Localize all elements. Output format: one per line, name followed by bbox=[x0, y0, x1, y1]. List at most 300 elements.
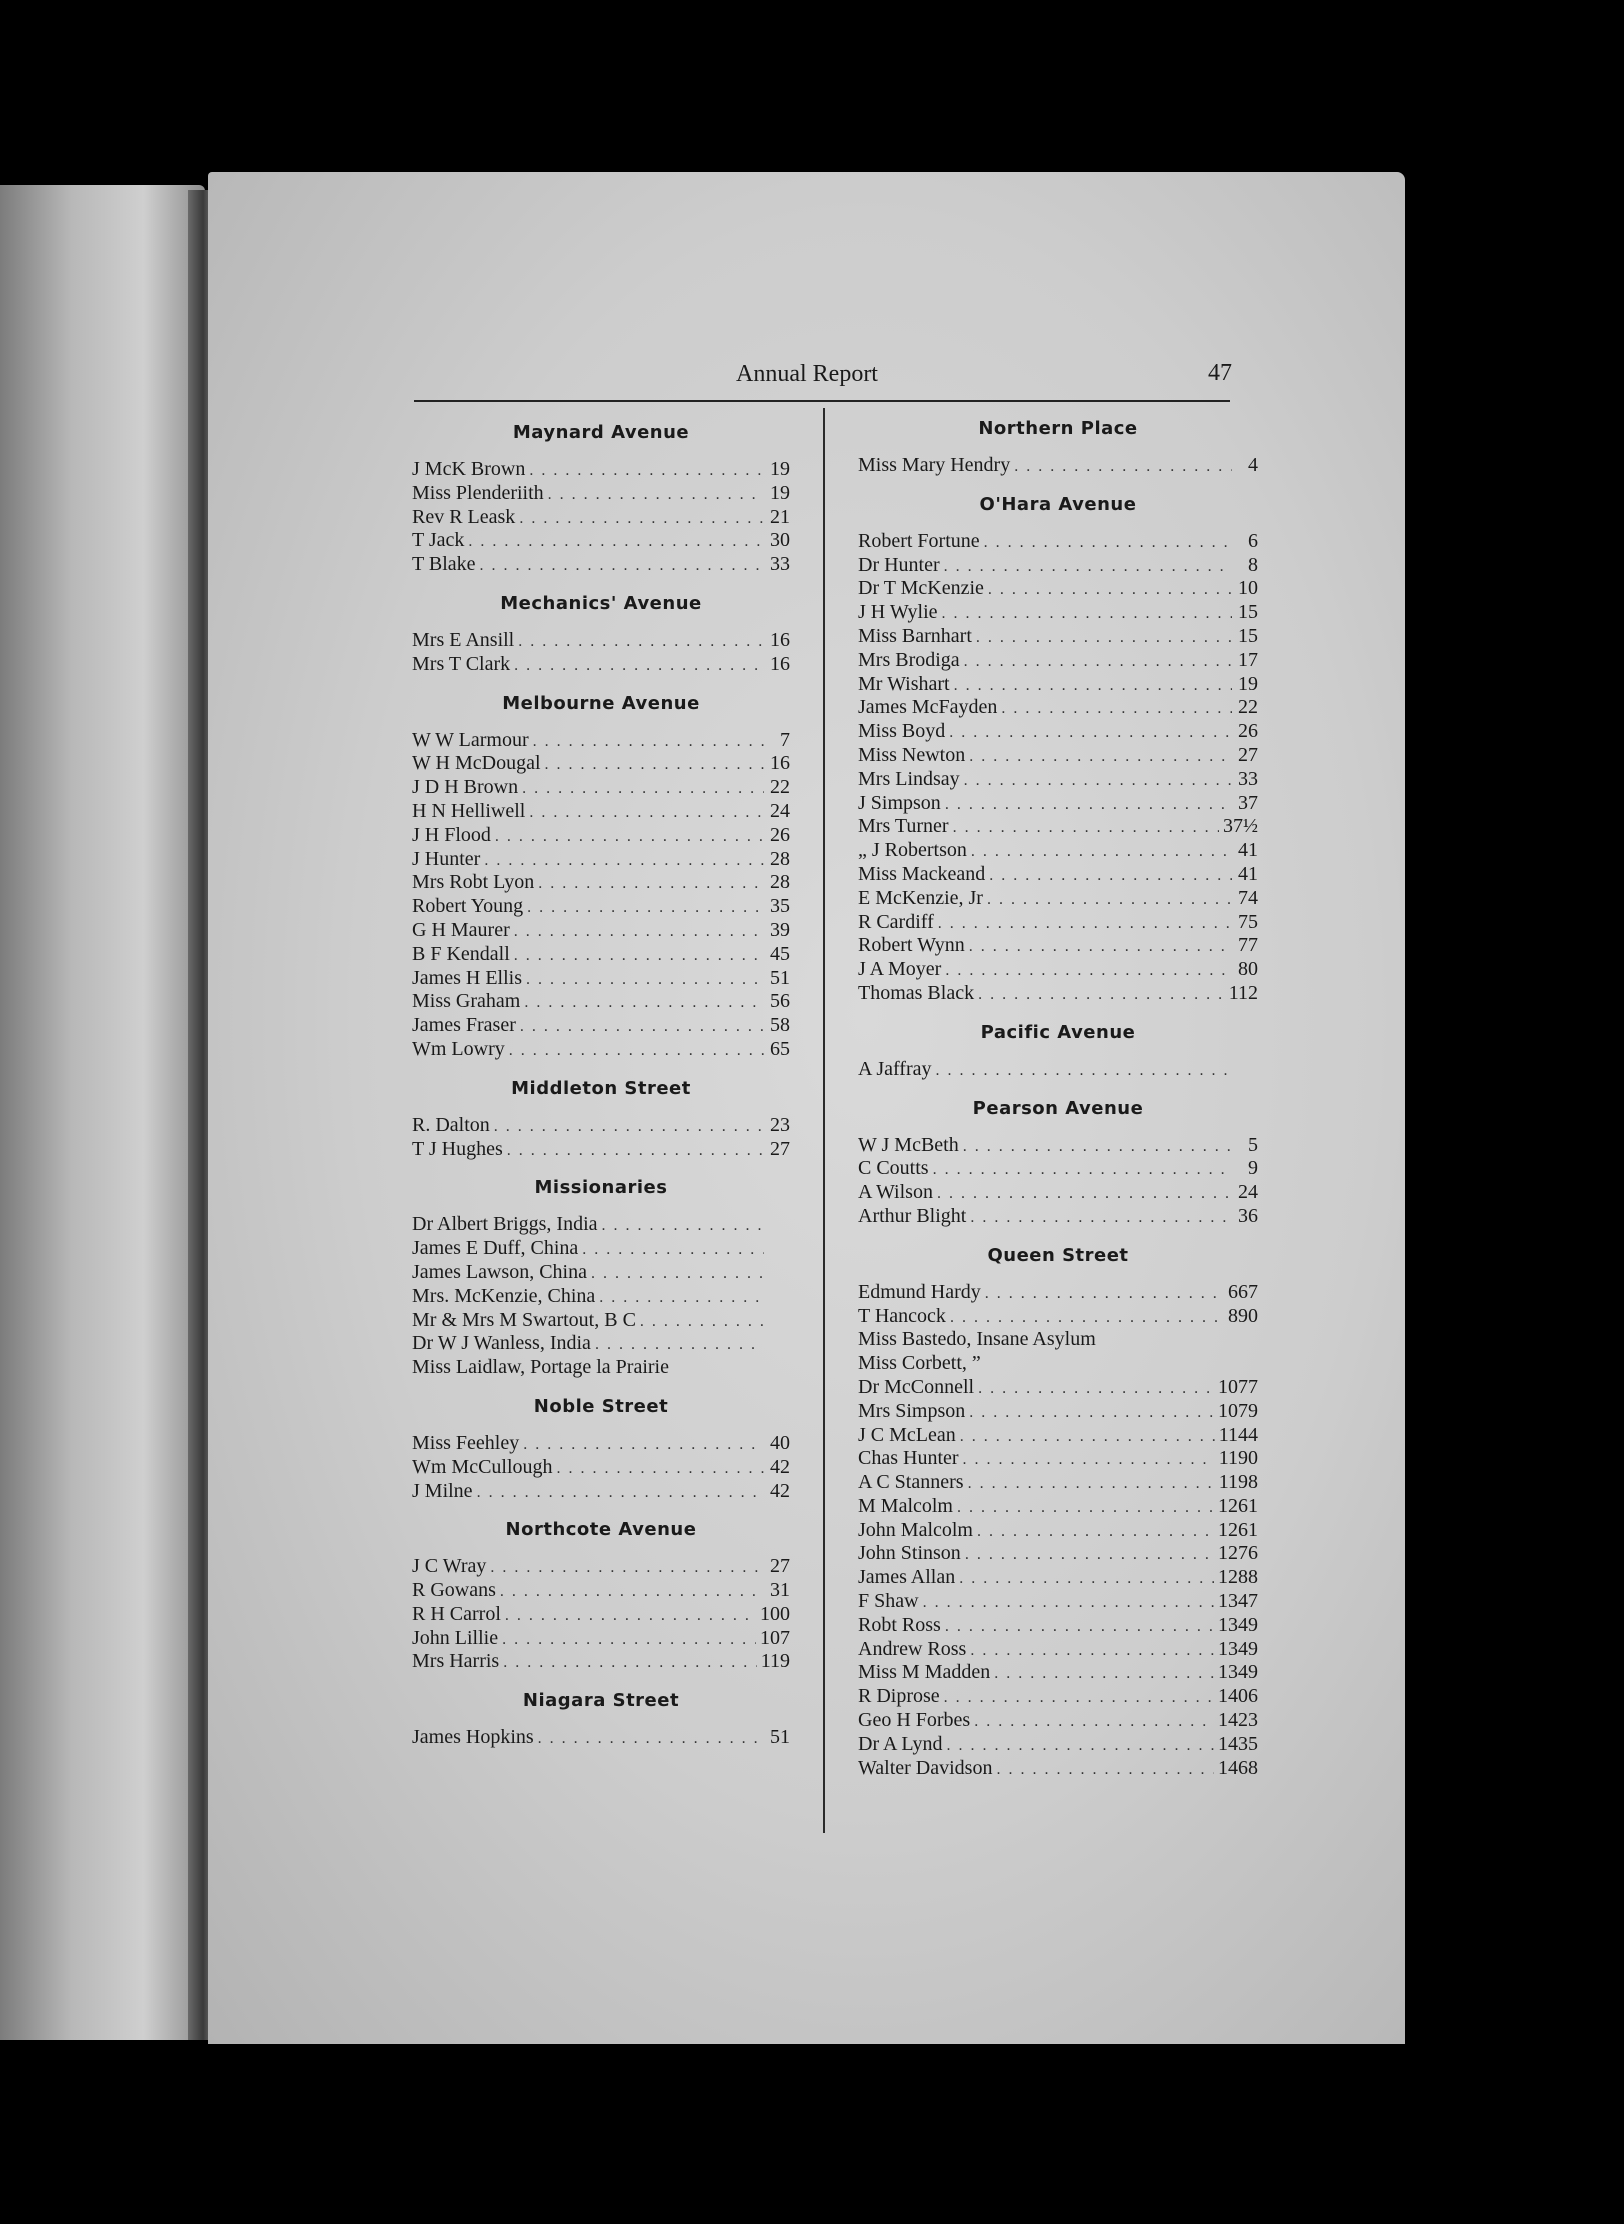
house-number: 1468 bbox=[1218, 1756, 1258, 1779]
subscriber-row bbox=[412, 967, 790, 991]
leader-dots bbox=[971, 840, 1232, 864]
leader-dots bbox=[978, 1377, 1214, 1401]
street-heading: O'Hara Avenue bbox=[979, 493, 1137, 515]
leader-dots bbox=[974, 1710, 1214, 1734]
street-heading: Queen Street bbox=[987, 1244, 1129, 1266]
leader-dots bbox=[514, 944, 764, 968]
street-section bbox=[412, 1076, 790, 1162]
subscriber-row bbox=[412, 1309, 790, 1333]
subscriber-name: T Blake bbox=[412, 553, 476, 576]
house-number: 107 bbox=[760, 1626, 790, 1649]
house-number: 41 bbox=[1238, 862, 1258, 885]
subscriber-row bbox=[412, 1356, 790, 1380]
house-number: 667 bbox=[1228, 1280, 1258, 1303]
house-number: 1349 bbox=[1218, 1661, 1258, 1684]
subscriber-row bbox=[858, 1205, 1258, 1229]
subscriber-name: James Allan bbox=[858, 1566, 956, 1589]
leader-dots bbox=[968, 1472, 1215, 1496]
subscriber-name: G H Maurer bbox=[412, 918, 510, 941]
leader-dots bbox=[963, 1135, 1232, 1159]
leader-dots bbox=[984, 531, 1232, 555]
house-number: 28 bbox=[770, 847, 790, 870]
subscriber-row bbox=[412, 895, 790, 919]
subscriber-name: J H Flood bbox=[412, 823, 491, 846]
street-section bbox=[858, 492, 1258, 1006]
leader-dots bbox=[505, 1604, 756, 1628]
leader-dots bbox=[480, 554, 764, 578]
subscriber-name: R H Carrol bbox=[412, 1602, 501, 1625]
subscriber-row bbox=[858, 530, 1258, 554]
leader-dots bbox=[942, 602, 1232, 626]
subscriber-name: H N Helliwell bbox=[412, 799, 526, 822]
subscriber-row bbox=[858, 1157, 1258, 1181]
house-number: 1077 bbox=[1218, 1375, 1258, 1398]
leader-dots bbox=[950, 1306, 1224, 1330]
subscriber-row bbox=[858, 1352, 1258, 1376]
subscriber-name: J C Wray bbox=[412, 1555, 487, 1578]
house-number: 1406 bbox=[1218, 1685, 1258, 1708]
leader-dots bbox=[507, 1139, 764, 1163]
subscriber-name: R. Dalton bbox=[412, 1113, 490, 1136]
subscriber-name: Miss Bastedo, Insane Asylum bbox=[858, 1328, 1096, 1351]
subscriber-row bbox=[412, 919, 790, 943]
leader-dots bbox=[509, 1039, 764, 1063]
subscriber-name: Dr W J Wanless, India bbox=[412, 1332, 591, 1355]
street-heading: Maynard Avenue bbox=[512, 422, 690, 443]
subscriber-name: Robert Fortune bbox=[858, 529, 980, 552]
leader-dots bbox=[949, 721, 1232, 745]
subscriber-name: James McFayden bbox=[858, 696, 998, 719]
street-section bbox=[412, 1394, 790, 1503]
leader-dots bbox=[970, 1639, 1214, 1663]
subscriber-row bbox=[858, 1685, 1258, 1709]
subscriber-name: T Jack bbox=[412, 529, 465, 552]
house-number: 1198 bbox=[1218, 1471, 1258, 1494]
subscriber-row bbox=[858, 934, 1258, 958]
house-number: 36 bbox=[1238, 1204, 1258, 1227]
house-number: 31 bbox=[770, 1579, 790, 1602]
subscriber-name: J H Wylie bbox=[858, 601, 938, 624]
subscriber-name: J Hunter bbox=[412, 847, 481, 870]
house-number: 77 bbox=[1238, 934, 1258, 957]
street-section bbox=[412, 420, 790, 577]
subscriber-name: Miss Feehley bbox=[412, 1431, 520, 1454]
subscriber-name: M Malcolm bbox=[858, 1494, 953, 1517]
subscriber-name: Wm Lowry bbox=[412, 1037, 505, 1060]
leader-dots bbox=[545, 753, 765, 777]
subscriber-name: Miss Newton bbox=[858, 743, 966, 766]
subscriber-row bbox=[412, 553, 790, 577]
subscriber-name: Miss Mackeand bbox=[858, 862, 986, 885]
leader-dots bbox=[500, 1580, 764, 1604]
leader-dots bbox=[946, 1734, 1214, 1758]
subscriber-row bbox=[412, 1332, 790, 1356]
street-section bbox=[858, 1243, 1258, 1781]
house-number: 19 bbox=[770, 481, 790, 504]
subscriber-name: A Wilson bbox=[858, 1181, 933, 1204]
subscriber-name: Miss Mary Hendry bbox=[858, 454, 1011, 476]
subscriber-row bbox=[412, 1237, 790, 1261]
house-number: 24 bbox=[770, 799, 790, 822]
subscriber-row bbox=[412, 729, 790, 753]
house-number: 17 bbox=[1238, 648, 1258, 671]
leader-dots bbox=[965, 1543, 1214, 1567]
subscriber-name: W H McDougal bbox=[412, 752, 541, 775]
house-number: 100 bbox=[760, 1602, 790, 1625]
subscriber-row bbox=[858, 1495, 1258, 1519]
subscriber-row bbox=[858, 863, 1258, 887]
subscriber-row bbox=[412, 1579, 790, 1603]
leader-dots bbox=[957, 1496, 1214, 1520]
house-number: 1276 bbox=[1218, 1542, 1258, 1565]
subscriber-name: R Diprose bbox=[858, 1685, 940, 1708]
street-heading: Middleton Street bbox=[511, 1077, 691, 1099]
leader-dots bbox=[936, 1059, 1233, 1083]
subscriber-name: J Simpson bbox=[858, 791, 941, 814]
subscriber-row bbox=[858, 1134, 1258, 1158]
house-number: 58 bbox=[770, 1014, 790, 1037]
subscriber-name: Mrs Harris bbox=[412, 1650, 500, 1673]
leader-dots bbox=[520, 1015, 764, 1039]
leader-dots bbox=[518, 630, 764, 654]
subscriber-row bbox=[858, 554, 1258, 578]
subscriber-row bbox=[858, 1305, 1258, 1329]
leader-dots bbox=[599, 1286, 764, 1310]
subscriber-row bbox=[858, 982, 1258, 1006]
house-number: 1261 bbox=[1218, 1494, 1258, 1517]
subscriber-row bbox=[858, 958, 1258, 982]
subscriber-name: Miss Barnhart bbox=[858, 624, 972, 647]
subscriber-name: James E Duff, China bbox=[412, 1237, 579, 1260]
leader-dots bbox=[533, 730, 764, 754]
house-number: 37 bbox=[1238, 791, 1258, 814]
subscriber-row bbox=[858, 625, 1258, 649]
subscriber-name: J McK Brown bbox=[412, 458, 526, 480]
subscriber-name: James H Ellis bbox=[412, 966, 522, 989]
subscriber-name: W W Larmour bbox=[412, 728, 529, 751]
subscriber-name: Chas Hunter bbox=[858, 1447, 959, 1470]
subscriber-name: Miss Corbett, ” bbox=[858, 1352, 981, 1375]
subscriber-name: John Lillie bbox=[412, 1626, 499, 1649]
subscriber-name: Mrs T Clark bbox=[412, 652, 511, 675]
leader-dots bbox=[495, 825, 764, 849]
subscriber-row bbox=[858, 649, 1258, 673]
leader-dots bbox=[954, 674, 1232, 698]
house-number: 65 bbox=[770, 1037, 790, 1060]
subscriber-row bbox=[858, 1058, 1258, 1082]
house-number: 33 bbox=[770, 553, 790, 576]
house-number: 75 bbox=[1238, 910, 1258, 933]
house-number: 1349 bbox=[1218, 1637, 1258, 1660]
subscriber-row bbox=[412, 824, 790, 848]
subscriber-name: James Fraser bbox=[412, 1014, 516, 1037]
leader-dots bbox=[640, 1310, 764, 1334]
subscriber-name: Mrs Simpson bbox=[858, 1399, 966, 1422]
subscriber-name: Mrs Lindsay bbox=[858, 767, 960, 790]
house-number: 27 bbox=[1238, 743, 1258, 766]
subscriber-row bbox=[858, 1400, 1258, 1424]
subscriber-row bbox=[858, 815, 1258, 839]
leader-dots bbox=[945, 1615, 1214, 1639]
leader-dots bbox=[996, 1758, 1214, 1782]
subscriber-name: Mrs. McKenzie, China bbox=[412, 1284, 596, 1307]
leader-dots bbox=[519, 507, 764, 531]
leader-dots bbox=[953, 816, 1219, 840]
house-number: 30 bbox=[770, 529, 790, 552]
subscriber-row bbox=[412, 871, 790, 895]
street-section bbox=[858, 1096, 1258, 1229]
column-divider bbox=[823, 408, 825, 1833]
subscriber-row bbox=[412, 482, 790, 506]
subscriber-name: Thomas Black bbox=[858, 981, 975, 1004]
house-number: 21 bbox=[770, 505, 790, 528]
leader-dots bbox=[970, 1206, 1232, 1230]
subscriber-row bbox=[412, 990, 790, 1014]
subscriber-name: James Hopkins bbox=[412, 1726, 534, 1749]
subscriber-name: James Lawson, China bbox=[412, 1260, 587, 1283]
leader-dots bbox=[988, 578, 1232, 602]
subscriber-row bbox=[412, 653, 790, 677]
subscriber-name: Walter Davidson bbox=[858, 1756, 993, 1779]
street-section bbox=[412, 1175, 790, 1380]
subscriber-row bbox=[858, 887, 1258, 911]
subscriber-name: Mrs E Ansill bbox=[412, 628, 515, 651]
subscriber-row bbox=[412, 1432, 790, 1456]
subscriber-row bbox=[858, 1471, 1258, 1495]
house-number: 22 bbox=[1238, 696, 1258, 719]
subscriber-row bbox=[858, 792, 1258, 816]
subscriber-row bbox=[858, 1709, 1258, 1733]
house-number: 51 bbox=[770, 966, 790, 989]
subscriber-row bbox=[858, 1281, 1258, 1305]
leader-dots bbox=[964, 650, 1232, 674]
subscriber-name: Miss Graham bbox=[412, 990, 521, 1013]
house-number: 15 bbox=[1238, 624, 1258, 647]
leader-dots bbox=[945, 959, 1232, 983]
leader-dots bbox=[503, 1651, 757, 1675]
leader-dots bbox=[933, 1158, 1232, 1182]
leader-dots bbox=[959, 1567, 1214, 1591]
house-number: 37½ bbox=[1223, 815, 1258, 838]
leader-dots bbox=[969, 935, 1232, 959]
house-number: 1261 bbox=[1218, 1518, 1258, 1541]
subscriber-name: Geo H Forbes bbox=[858, 1709, 971, 1732]
leader-dots bbox=[523, 1433, 764, 1457]
leader-dots bbox=[538, 872, 764, 896]
house-number: 1347 bbox=[1218, 1590, 1258, 1613]
left-column bbox=[412, 420, 790, 1750]
subscriber-name: A C Stanners bbox=[858, 1471, 964, 1494]
leader-dots bbox=[502, 1628, 756, 1652]
subscriber-row bbox=[858, 601, 1258, 625]
house-number: 51 bbox=[770, 1726, 790, 1749]
subscriber-row bbox=[858, 1447, 1258, 1471]
subscriber-row bbox=[412, 529, 790, 553]
subscriber-name: Mr & Mrs M Swartout, B C bbox=[412, 1308, 636, 1331]
leader-dots bbox=[1001, 697, 1232, 721]
house-number: 27 bbox=[770, 1555, 790, 1578]
subscriber-name: Mrs Turner bbox=[858, 815, 949, 838]
subscriber-row bbox=[858, 1542, 1258, 1566]
house-number: 80 bbox=[1238, 958, 1258, 981]
subscriber-row bbox=[412, 1261, 790, 1285]
leader-dots bbox=[524, 991, 764, 1015]
subscriber-name: John Malcolm bbox=[858, 1518, 973, 1541]
subscriber-name: W J McBeth bbox=[858, 1133, 959, 1156]
leader-dots bbox=[484, 849, 764, 873]
house-number: 27 bbox=[770, 1137, 790, 1160]
subscriber-name: Arthur Blight bbox=[858, 1204, 967, 1227]
subscriber-row bbox=[858, 1614, 1258, 1638]
house-number: 74 bbox=[1238, 886, 1258, 909]
house-number: 42 bbox=[770, 1479, 790, 1502]
house-number: 35 bbox=[770, 895, 790, 918]
house-number: 22 bbox=[770, 776, 790, 799]
house-number: 26 bbox=[1238, 720, 1258, 743]
subscriber-name: Dr Hunter bbox=[858, 553, 940, 576]
subscriber-name: Mrs Robt Lyon bbox=[412, 871, 535, 894]
street-section bbox=[412, 591, 790, 677]
subscriber-name: Andrew Ross bbox=[858, 1637, 967, 1660]
facing-page-edge bbox=[0, 185, 205, 2040]
subscriber-row bbox=[858, 744, 1258, 768]
street-heading: Pacific Avenue bbox=[980, 1021, 1136, 1043]
subscriber-name: Robt Ross bbox=[858, 1613, 941, 1636]
subscriber-name: F Shaw bbox=[858, 1590, 919, 1613]
subscriber-name: Dr A Lynd bbox=[858, 1732, 943, 1755]
subscriber-name: Dr Albert Briggs, India bbox=[412, 1213, 598, 1236]
street-heading: Noble Street bbox=[533, 1395, 669, 1417]
subscriber-name: Mr Wishart bbox=[858, 672, 950, 695]
leader-dots bbox=[557, 1457, 764, 1481]
street-heading: Northern Place bbox=[978, 418, 1138, 439]
leader-dots bbox=[514, 654, 764, 678]
subscriber-row bbox=[412, 458, 790, 482]
house-number: 1349 bbox=[1218, 1613, 1258, 1636]
house-number: 6 bbox=[1248, 529, 1258, 552]
house-number: 119 bbox=[760, 1650, 790, 1673]
house-number: 39 bbox=[770, 918, 790, 941]
house-number: 19 bbox=[1238, 672, 1258, 695]
subscriber-name: Robert Young bbox=[412, 895, 524, 918]
subscriber-row bbox=[412, 629, 790, 653]
subscriber-row bbox=[412, 752, 790, 776]
leader-dots bbox=[945, 793, 1232, 817]
subscriber-row bbox=[412, 1627, 790, 1651]
leader-dots bbox=[529, 459, 764, 483]
subscriber-row bbox=[412, 776, 790, 800]
house-number: 1423 bbox=[1218, 1709, 1258, 1732]
page-number: 47 bbox=[1208, 360, 1232, 386]
subscriber-name: Dr T McKenzie bbox=[858, 577, 984, 600]
leader-dots bbox=[944, 555, 1232, 579]
subscriber-name: Miss Plenderiith bbox=[412, 481, 544, 504]
subscriber-name: Miss M Madden bbox=[858, 1661, 991, 1684]
subscriber-name: A Jaffray bbox=[858, 1057, 932, 1080]
house-number: 1435 bbox=[1218, 1732, 1258, 1755]
subscriber-name: J A Moyer bbox=[858, 958, 942, 981]
house-number: 40 bbox=[770, 1431, 790, 1454]
house-number: 1079 bbox=[1218, 1399, 1258, 1422]
subscriber-name: Miss Laidlaw, Portage la Prairie bbox=[412, 1356, 669, 1379]
subscriber-row bbox=[412, 1138, 790, 1162]
subscriber-name: J D H Brown bbox=[412, 776, 519, 799]
street-heading: Northcote Avenue bbox=[505, 1519, 697, 1541]
subscriber-row bbox=[858, 720, 1258, 744]
street-section bbox=[412, 1517, 790, 1674]
house-number: 33 bbox=[1238, 767, 1258, 790]
house-number: 23 bbox=[770, 1113, 790, 1136]
leader-dots bbox=[944, 1686, 1214, 1710]
street-section bbox=[412, 691, 790, 1062]
leader-dots bbox=[494, 1115, 764, 1139]
leader-dots bbox=[527, 896, 764, 920]
subscriber-row bbox=[412, 943, 790, 967]
subscriber-name: C Coutts bbox=[858, 1157, 929, 1180]
subscriber-name: Robert Wynn bbox=[858, 934, 965, 957]
subscriber-row bbox=[858, 1661, 1258, 1685]
leader-dots bbox=[477, 1481, 764, 1505]
street-section bbox=[858, 416, 1258, 478]
subscriber-name: Mrs Brodiga bbox=[858, 648, 960, 671]
house-number: 7 bbox=[780, 728, 790, 751]
street-heading: Melbourne Avenue bbox=[502, 692, 700, 714]
house-number: 16 bbox=[770, 652, 790, 675]
house-number: 16 bbox=[770, 628, 790, 651]
subscriber-name: B F Kendall bbox=[412, 942, 510, 965]
leader-dots bbox=[538, 1727, 764, 1751]
subscriber-row bbox=[412, 1213, 790, 1237]
subscriber-name: R Gowans bbox=[412, 1579, 496, 1602]
subscriber-row bbox=[412, 506, 790, 530]
subscriber-name: T J Hughes bbox=[412, 1137, 503, 1160]
subscriber-row bbox=[412, 1726, 790, 1750]
house-number: 42 bbox=[770, 1455, 790, 1478]
leader-dots bbox=[938, 912, 1232, 936]
subscriber-name: T Hancock bbox=[858, 1304, 946, 1327]
street-section bbox=[858, 1020, 1258, 1082]
house-number: 890 bbox=[1228, 1304, 1258, 1327]
leader-dots bbox=[591, 1262, 764, 1286]
subscriber-row bbox=[858, 1328, 1258, 1352]
subscriber-row bbox=[412, 1650, 790, 1674]
street-heading: Mechanics' Avenue bbox=[500, 592, 702, 614]
subscriber-row bbox=[412, 1114, 790, 1138]
subscriber-name: Edmund Hardy bbox=[858, 1280, 981, 1303]
house-number: 1190 bbox=[1218, 1447, 1258, 1470]
subscriber-row bbox=[858, 696, 1258, 720]
subscriber-name: J C McLean bbox=[858, 1423, 956, 1446]
house-number: 24 bbox=[1238, 1181, 1258, 1204]
subscriber-row bbox=[858, 1424, 1258, 1448]
subscriber-name: John Stinson bbox=[858, 1542, 961, 1565]
subscriber-row bbox=[412, 1038, 790, 1062]
leader-dots bbox=[582, 1238, 764, 1262]
subscriber-name: Dr McConnell bbox=[858, 1375, 975, 1398]
house-number: 9 bbox=[1248, 1157, 1258, 1180]
leader-dots bbox=[468, 530, 764, 554]
subscriber-row bbox=[858, 1376, 1258, 1400]
house-number: 10 bbox=[1238, 577, 1258, 600]
leader-dots bbox=[978, 983, 1225, 1007]
house-number: 19 bbox=[770, 458, 790, 480]
leader-dots bbox=[969, 745, 1232, 769]
leader-dots bbox=[937, 1182, 1232, 1206]
leader-dots bbox=[595, 1333, 764, 1357]
house-number: 1144 bbox=[1218, 1423, 1258, 1446]
house-number: 112 bbox=[1228, 981, 1258, 1004]
house-number: 41 bbox=[1238, 839, 1258, 862]
